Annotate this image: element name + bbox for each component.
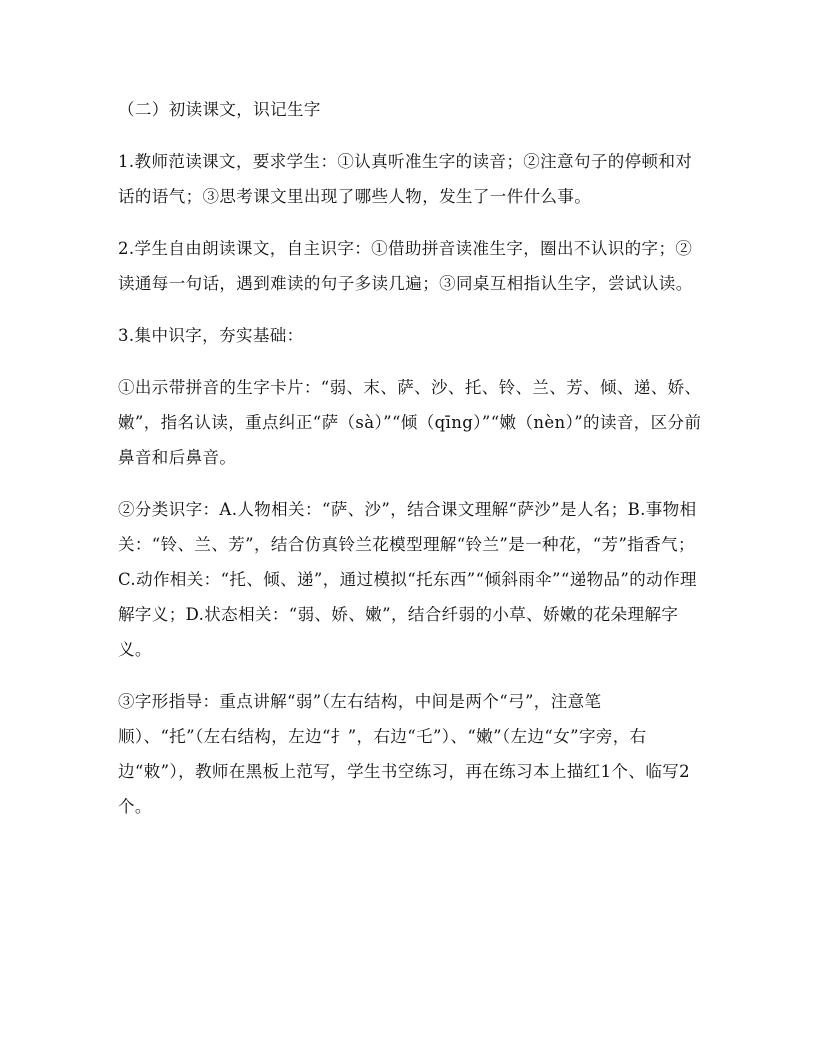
paragraph-step-1: 1.教师范读课文，要求学生：①认真听准生字的读音；②注意句子的停顿和对话的语气；③思考课文里出现了哪些人物，发生了一件什么事。 (118, 152, 693, 206)
section-heading: （二）初读课文，识记生字 (118, 100, 321, 119)
paragraph-item-3: ③字形指导：重点讲解“弱”（左右结构，中间是两个“弓”，注意笔顺）、“托”（左右结构，左边“扌”，右边“乇”）、“嫩”（左边“女”字旁，右边“敕”），教师在黑板上范写，学生书空练习，再在练习本上描红1个、临写2个。 (118, 692, 691, 816)
paragraph-step-3: 3.集中识字，夯实基础： (118, 326, 304, 345)
paragraph-step-2: 2.学生自由朗读课文，自主识字：①借助拼音读准生字，圈出不认识的字；②读通每一句话，遇到难读的句子多读几遍；③同桌互相指认生字，尝试认读。 (118, 239, 693, 293)
paragraph-item-1: ①出示带拼音的生字卡片：“弱、末、萨、沙、托、铃、兰、芳、倾、递、娇、嫩”，指名认读，重点纠正“萨（sà）”“倾（qīng）”“嫩（nèn）”的读音，区分前鼻音和后鼻音。 (118, 378, 702, 467)
document-body (118, 92, 702, 841)
paragraph-item-2: ②分类识字：A.人物相关：“萨、沙”，结合课文理解“萨沙”是人名；B.事物相关：“铃、兰、芳”，结合仿真铃兰花模型理解“铃兰”是一种花，“芳”指香气；C.动作相关：“托、倾、递”，通过模拟“托东西”“倾斜雨伞”“递物品”的动作理解字义；D.状态相关：“弱、娇、嫩”，结合纤弱的小草、娇嫩的花朵理解字义。 (118, 500, 697, 659)
